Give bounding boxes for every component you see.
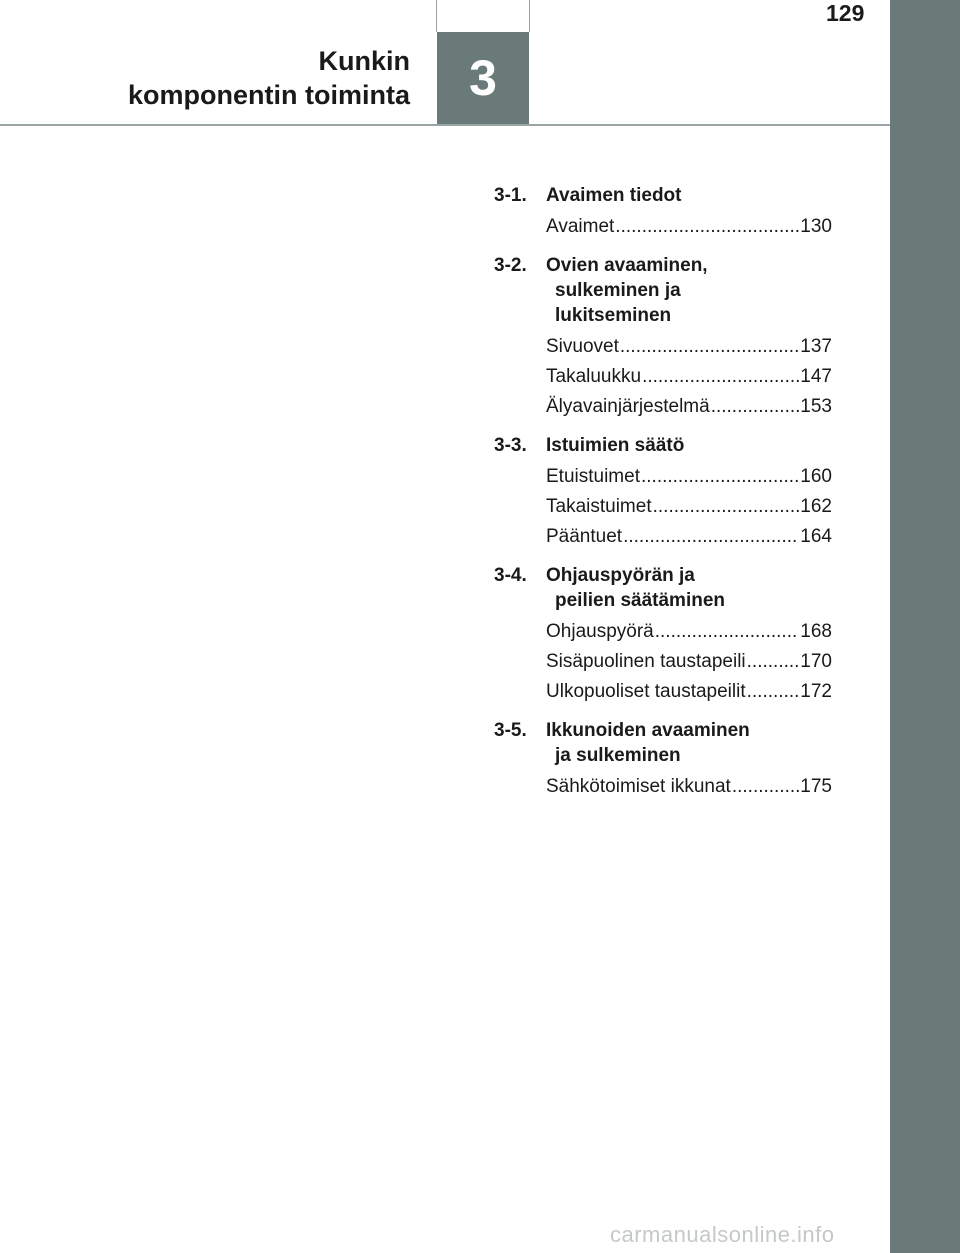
chapter-number: 3 [469,50,497,106]
toc-entry-page: 137 [800,336,832,357]
toc-section-number: 3-3. [494,435,527,456]
toc-section-number: 3-2. [494,255,527,276]
toc-section [494,183,832,242]
toc-section-title [546,183,832,208]
toc-entry-page: 160 [800,466,832,487]
toc-dot-leader [623,522,799,552]
toc-entry-page: 175 [800,776,832,797]
toc-section-title [546,433,832,458]
toc-entry-page: 168 [800,621,832,642]
toc-entry-label: Sähkötoimiset ikkunat [546,776,731,797]
toc-entry-list [494,212,832,242]
page-number: 129 [826,0,865,26]
toc-section-title-line: Ovien avaaminen, [546,255,708,276]
toc-dot-leader [711,392,800,422]
toc-section [494,563,832,707]
toc-entry-page: 162 [800,496,832,517]
toc-section-title [546,563,832,613]
toc-dot-leader [642,362,799,392]
toc-entry-list [494,462,832,552]
toc-entry-list [494,332,832,422]
toc-entry-label: Etuistuimet [546,466,640,487]
toc-entry[interactable] [546,617,832,647]
toc-section-title-line: Ikkunoiden avaaminen [546,720,750,741]
header-divider-right [529,0,530,32]
toc-dot-leader [732,772,799,802]
toc-dot-leader [655,617,800,647]
toc-section-title-line: peilien säätäminen [555,590,726,611]
toc-entry-page: 170 [800,651,832,672]
toc-entry-label: Sivuovet [546,336,619,357]
toc-dot-leader [747,677,800,707]
toc-entry[interactable] [546,332,832,362]
toc-section-heading [494,183,832,208]
toc-section-heading [494,718,832,768]
toc-entry-label: Sisäpuolinen taustapeili [546,651,746,672]
toc-dot-leader [641,462,799,492]
toc-section-title [546,718,832,768]
toc-section-heading [494,563,832,613]
chapter-side-band [890,0,960,1253]
toc-entry-label: Älyavainjärjestelmä [546,396,710,417]
toc-dot-leader [653,492,800,522]
watermark: carmanualsonline.info [610,1222,835,1247]
toc-section-heading [494,253,832,328]
toc-entry-label: Pääntuet [546,526,623,547]
toc-entry-page: 164 [800,526,832,547]
toc-section-title-line: sulkeminen ja [555,280,681,301]
toc-section-title [546,253,832,328]
toc-section-title-line: lukitseminen [555,305,672,326]
toc-entry[interactable] [546,462,832,492]
toc-section-title-line: Istuimien säätö [546,435,685,456]
toc-entry-label: Avaimet [546,216,615,237]
toc-entry[interactable] [546,772,832,802]
toc-section-number: 3-4. [494,565,527,586]
toc-entry[interactable] [546,522,832,552]
toc-section [494,718,832,802]
toc-entry-list [494,617,832,707]
toc-entry-page: 172 [800,681,832,702]
toc-section-number: 3-1. [494,185,527,206]
toc-entry-label: Takaluukku [546,366,642,387]
toc-entry-page: 147 [800,366,832,387]
chapter-title-line: Kunkin [318,46,410,76]
toc-entry[interactable] [546,212,832,242]
toc-entry-label: Takaistuimet [546,496,652,517]
toc-entry[interactable] [546,677,832,707]
toc-entry[interactable] [546,392,832,422]
toc-entry[interactable] [546,362,832,392]
toc-section-title-line: Ohjauspyörän ja [546,565,695,586]
toc-section [494,253,832,422]
toc-section-title-line: Avaimen tiedot [546,185,682,206]
header-divider-left [436,0,437,32]
toc-entry-page: 153 [800,396,832,417]
chapter-title-line: komponentin toiminta [128,80,410,110]
toc-entry-list [494,772,832,802]
header-rule [0,124,890,126]
toc-entry-page: 130 [800,216,832,237]
toc-entry-label: Ulkopuoliset taustapeilit [546,681,746,702]
toc-section-number: 3-5. [494,720,527,741]
toc-section-title-line: ja sulkeminen [555,745,681,766]
toc-dot-leader [747,647,800,677]
toc-entry-label: Ohjauspyörä [546,621,654,642]
toc-section [494,433,832,552]
toc-dot-leader [615,212,799,242]
chapter-title [128,44,410,112]
chapter-number-tab [437,32,529,124]
toc-dot-leader [620,332,799,362]
table-of-contents [494,183,832,813]
toc-entry[interactable] [546,492,832,522]
toc-entry[interactable] [546,647,832,677]
toc-section-heading [494,433,832,458]
